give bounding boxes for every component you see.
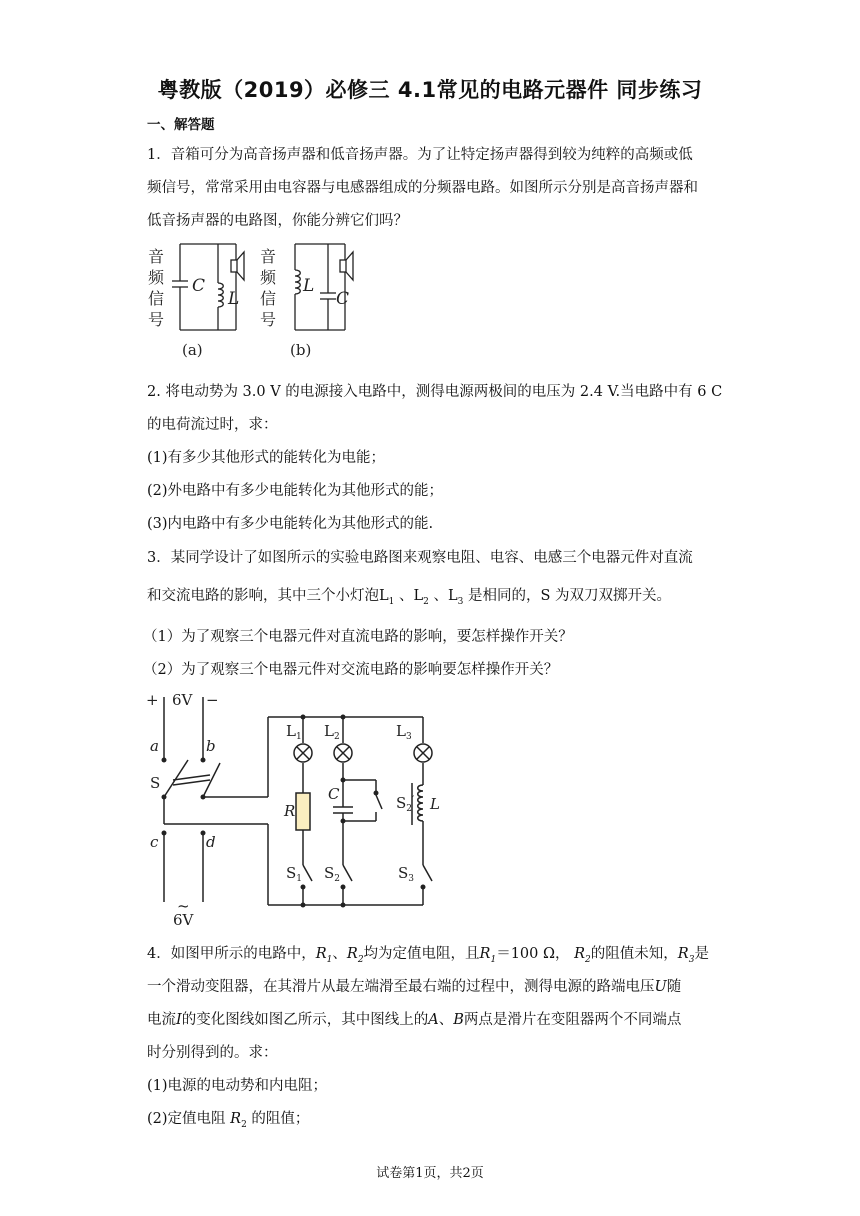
bulb-labels: $L_1$ 、$L_2$ 、$L_3$ [379, 588, 464, 607]
svg-text:S3: $S_3$ [398, 864, 415, 884]
signal-char: 信 [148, 289, 165, 308]
ac-voltage-label: 6V [173, 911, 194, 929]
crossover-circuit-figure [140, 238, 370, 363]
circuit-labels [146, 691, 440, 929]
q3-line-2-post: 是相同的，S 为双刀双掷开关。 [467, 588, 671, 604]
q4-line-1: 4．如图甲所示的电路中，$R_1$、$R_2$均为定值电阻，且$R_1=100$ Ω， $R_2$的阻值未知，$R_3$是 [147, 946, 709, 965]
switch-S1-label: S [286, 864, 297, 882]
q4-line-3: 电流I的变化图线如图乙所示，其中图线上的A、B两点是滑片在变阻器两个不同端点 [147, 1012, 682, 1028]
switch-S2prime-label: S [396, 794, 407, 812]
q2-line-2: 的电荷流过时，求： [147, 417, 278, 433]
section-heading: 一、解答题 [147, 117, 215, 133]
q4-part-1: (1)电源的电动势和内电阻； [147, 1078, 328, 1094]
bulb-L2-label: L [324, 722, 334, 740]
signal-char: 号 [148, 310, 165, 329]
minus-sign: − [206, 691, 219, 709]
terminal-b: b [206, 737, 216, 755]
switch-S-label: S [150, 774, 161, 792]
circuit-b-signal-label [260, 247, 277, 329]
switch-S3-label: S [398, 864, 409, 882]
svg-text:L1: $L_1$ [286, 722, 302, 742]
q2-part-1: (1)有多少其他形式的能转化为电能； [147, 450, 386, 466]
signal-char: 音 [148, 247, 165, 266]
q4-line-4: 时分别得到的。求： [147, 1045, 278, 1061]
svg-text:S2′: $S_2'$ [396, 794, 415, 814]
svg-text:S1: $S_1$ [286, 864, 303, 884]
q1-line-3: 低音扬声器的电路图，你能分辨它们吗？ [147, 213, 408, 229]
ac-dc-experiment-circuit [140, 685, 450, 930]
signal-char: 频 [260, 268, 277, 287]
capacitor-label-a: C [192, 276, 206, 296]
q3-part-2: （2）为了观察三个电器元件对交流电路的影响要怎样操作开关？ [143, 662, 559, 678]
inductor-label-b: L [303, 276, 315, 296]
q3-line-1: 3．某同学设计了如图所示的实验电路图来观察电阻、电容、电感三个电器元件对直流 [147, 550, 693, 566]
figure-label-b: (b) [290, 341, 312, 359]
svg-text:S2: $S_2$ [324, 864, 341, 884]
dc-voltage-label: 6V [172, 691, 193, 709]
circuit-a [172, 244, 244, 330]
inductor-L-label: L [430, 795, 440, 813]
q4-line-2: 一个滑动变阻器，在其滑片从最左端滑至最右端的过程中，测得电源的路端电压U随 [147, 979, 682, 995]
bulb-L3-label: L [396, 722, 406, 740]
capacitor-C-label: C [328, 785, 340, 803]
page-title: 粤教版（2019）必修三 4.1常见的电路元器件 同步练习 [157, 78, 703, 102]
q2-part-2: (2)外电路中有多少电能转化为其他形式的能； [147, 483, 444, 499]
q1-line-1: 1．音箱可分为高音扬声器和低音扬声器。为了让特定扬声器得到较为纯粹的高频或低 [147, 147, 693, 163]
q3-line-2 [147, 584, 671, 607]
terminal-a: a [150, 737, 159, 755]
figure-label-a: (a) [182, 341, 203, 359]
circuit-a-signal-label [148, 247, 165, 329]
resistor-R-label: R [284, 802, 296, 820]
terminal-c: c [150, 833, 159, 851]
q4-part-2: (2)定值电阻 $R_2$ 的阻值； [147, 1111, 310, 1130]
terminal-d: d [206, 833, 216, 851]
q2-part-3: (3)内电路中有多少电能转化为其他形式的能. [147, 516, 434, 532]
q3-part-1: （1）为了观察三个电器元件对直流电路的影响，要怎样操作开关？ [143, 629, 573, 645]
q1-line-2: 频信号，常常采用由电容器与电感器组成的分频器电路。如图所示分别是高音扬声器和 [147, 180, 698, 196]
q2-line-1: 2. 将电动势为 3.0 V 的电源接入电路中，测得电源两极间的电压为 2.4 V.当电路中有 6 C [147, 384, 723, 400]
signal-char: 音 [260, 247, 277, 266]
svg-text:L2: $L_2$ [324, 722, 340, 742]
signal-char: 信 [260, 289, 277, 308]
page-footer: 试卷第1页，共2页 [376, 1166, 484, 1181]
svg-text:L3: $L_3$ [396, 722, 412, 742]
capacitor-label-b: C [336, 289, 350, 309]
inductor-label-a: L [228, 289, 240, 309]
switch-S2-label: S [324, 864, 335, 882]
signal-char: 频 [148, 268, 165, 287]
ac-tilde: ~ [177, 897, 190, 915]
plus-sign: + [146, 691, 159, 709]
signal-char: 号 [260, 310, 277, 329]
bulb-L1-label: L [286, 722, 296, 740]
q3-line-2-pre: 和交流电路的影响，其中三个小灯泡 [147, 588, 379, 604]
